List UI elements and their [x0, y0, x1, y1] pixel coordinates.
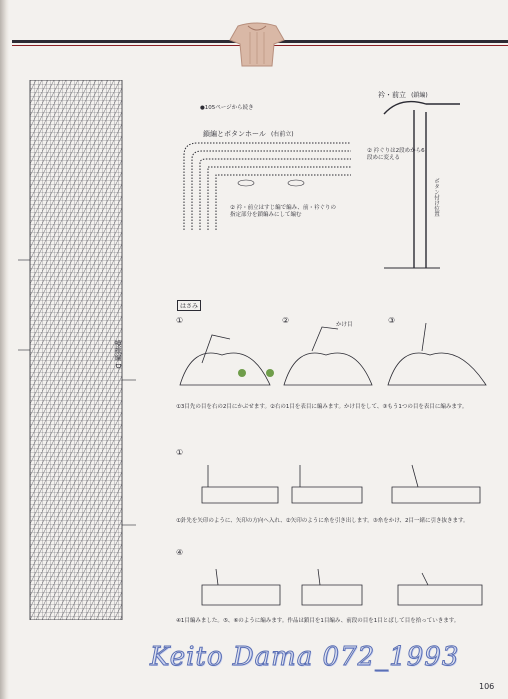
step-2-number: ②: [282, 316, 290, 325]
steps-caption-3: ④1目編みました。⑤、⑥のように編みます。作品は鎖目を1目編み、前段の目を1目とばして目を拾っていきます。: [176, 618, 460, 624]
steps-caption-1: ①3目先の目を右の2目にかぶせます。②右の1目を表目に編みます。かけ目をして、③もう1つの目を表目に編みます。: [176, 404, 468, 410]
page-number: 106: [479, 682, 495, 691]
sweater-photo: [228, 18, 286, 68]
buttonhole-diagram: [176, 135, 362, 235]
buttonhole-note: ② 衿・前立はすじ編で編み、前・衿ぐりの指定部分を鎖編みにして編む: [230, 205, 337, 218]
yarn-over-label: かけ目: [336, 322, 353, 328]
step-b1-number: ①: [176, 448, 184, 457]
watermark: Keito Dama 072_1993: [150, 642, 460, 672]
section-tag: はさみ: [177, 300, 201, 311]
step-1-number: ①: [176, 316, 184, 325]
book-spine: [0, 0, 9, 699]
reference-note: ●105ページから続き: [200, 105, 254, 111]
chart-label: 模様編 D: [114, 340, 122, 369]
buttonhole-title: 鎖編とボタンホール: [203, 130, 266, 138]
buttonhole-subtitle: (右前立): [270, 131, 294, 138]
step-3-number: ③: [388, 316, 396, 325]
steps-caption-2: ①針先を矢印のように、矢印の方向へ入れ、②矢印のように糸を引き出します。③糸をかけ、2目一緒に引き抜きます。: [176, 518, 469, 524]
collar-subtitle: (鎖編): [411, 92, 428, 99]
knitting-chart: [18, 80, 146, 620]
collar-note: ② 衿ぐりは2段めから6段めに変える: [367, 148, 425, 161]
button-position-label: ボタン付け位置: [433, 178, 439, 217]
collar-title: 衿・前立: [378, 91, 406, 99]
collar-diagram: [380, 92, 472, 272]
step-illustrations: [172, 315, 492, 615]
step-c4-number: ④: [176, 548, 184, 557]
